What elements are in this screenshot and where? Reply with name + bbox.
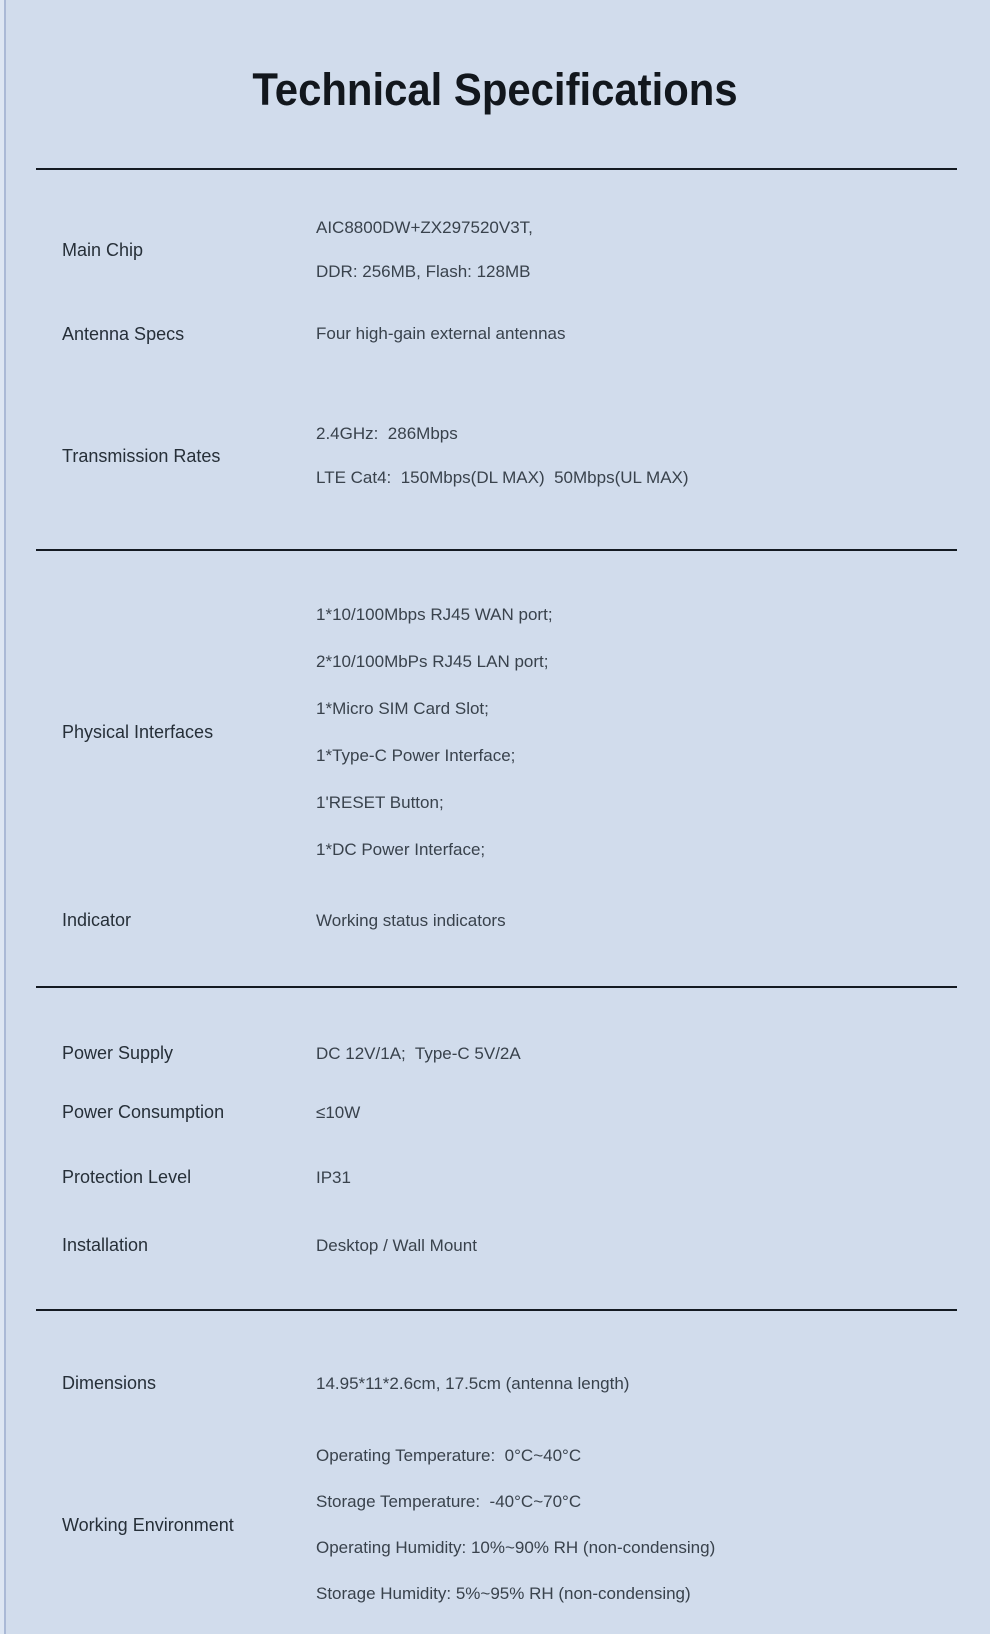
spec-value-line: Operating Temperature: 0°C~40°C xyxy=(316,1446,582,1465)
spec-label: Indicator xyxy=(62,910,132,930)
spec-row-working-environment xyxy=(0,1433,990,1617)
spec-value-line: ≤10W xyxy=(316,1102,361,1122)
spec-value-line: DDR: 256MB, Flash: 128MB xyxy=(316,262,531,281)
spec-label: Power Supply xyxy=(62,1043,174,1063)
spec-row-power-consumption xyxy=(0,1089,990,1136)
spec-value-line: Working status indicators xyxy=(316,910,506,930)
spec-row-power-supply xyxy=(0,1030,990,1077)
spec-label: Installation xyxy=(62,1235,149,1255)
spec-values xyxy=(316,1154,990,1201)
spec-label: Physical Interfaces xyxy=(62,721,214,742)
spec-value-line: LTE Cat4: 150Mbps(DL MAX) 50Mbps(UL MAX) xyxy=(316,468,689,487)
spec-value-line: AIC8800DW+ZX297520V3T, xyxy=(316,218,533,237)
section-chip-and-wireless xyxy=(0,206,990,500)
spec-values xyxy=(316,1089,990,1136)
section-power-and-installation xyxy=(0,1030,990,1269)
spec-value-line: Storage Humidity: 5%~95% RH (non-condensing) xyxy=(316,1584,691,1603)
spec-value-line: Four high-gain external antennas xyxy=(316,324,566,343)
spec-row-antenna-specs xyxy=(0,312,990,356)
spec-row-protection-level xyxy=(0,1154,990,1201)
spec-values xyxy=(316,206,990,294)
spec-row-main-chip xyxy=(0,206,990,294)
spec-label: Working Environment xyxy=(62,1514,234,1535)
section-divider xyxy=(36,1309,957,1311)
spec-row-indicator xyxy=(0,897,990,944)
spec-label: Transmission Rates xyxy=(62,445,221,466)
spec-value-line: DC 12V/1A; Type-C 5V/2A xyxy=(316,1043,521,1063)
section-divider xyxy=(36,986,957,988)
left-edge-line xyxy=(4,0,6,1634)
page-title: Technical Specifications xyxy=(252,64,738,115)
spec-values xyxy=(316,1433,990,1617)
spec-values xyxy=(316,591,990,873)
section-divider xyxy=(36,549,957,551)
spec-row-dimensions xyxy=(0,1360,990,1407)
spec-value-line: 14.95*11*2.6cm, 17.5cm (antenna length) xyxy=(316,1373,630,1393)
spec-values xyxy=(316,1030,990,1077)
section-interfaces xyxy=(0,591,990,944)
spec-values xyxy=(316,412,990,500)
spec-values xyxy=(316,1360,990,1407)
spec-values xyxy=(316,897,990,944)
spec-label: Main Chip xyxy=(62,239,144,260)
spec-values xyxy=(316,1222,990,1269)
spec-value-line: Desktop / Wall Mount xyxy=(316,1235,477,1255)
spec-row-installation xyxy=(0,1222,990,1269)
spec-value-line: 1*10/100Mbps RJ45 WAN port; xyxy=(316,604,553,624)
section-dimensions-and-environment xyxy=(0,1360,990,1617)
spec-value-line: 1*Type-C Power Interface; xyxy=(316,745,516,765)
spec-value-line: 1*Micro SIM Card Slot; xyxy=(316,698,489,718)
spec-values xyxy=(316,312,990,356)
title-bar xyxy=(0,0,990,118)
spec-value-line: 1*DC Power Interface; xyxy=(316,839,486,859)
spec-value-line: Storage Temperature: -40°C~70°C xyxy=(316,1492,582,1511)
spec-row-physical-interfaces xyxy=(0,591,990,873)
spec-value-line: IP31 xyxy=(316,1167,351,1187)
spec-row-transmission-rates xyxy=(0,412,990,500)
spec-value-line: 2*10/100MbPs RJ45 LAN port; xyxy=(316,651,549,671)
spec-label: Power Consumption xyxy=(62,1102,225,1122)
spec-label: Protection Level xyxy=(62,1167,192,1187)
spec-value-line: 1'RESET Button; xyxy=(316,792,444,812)
spec-value-line: 2.4GHz: 286Mbps xyxy=(316,424,458,443)
spec-label: Dimensions xyxy=(62,1373,157,1393)
spec-label: Antenna Specs xyxy=(62,323,185,344)
section-divider xyxy=(36,168,957,170)
spec-value-line: Operating Humidity: 10%~90% RH (non-condensing) xyxy=(316,1538,716,1557)
